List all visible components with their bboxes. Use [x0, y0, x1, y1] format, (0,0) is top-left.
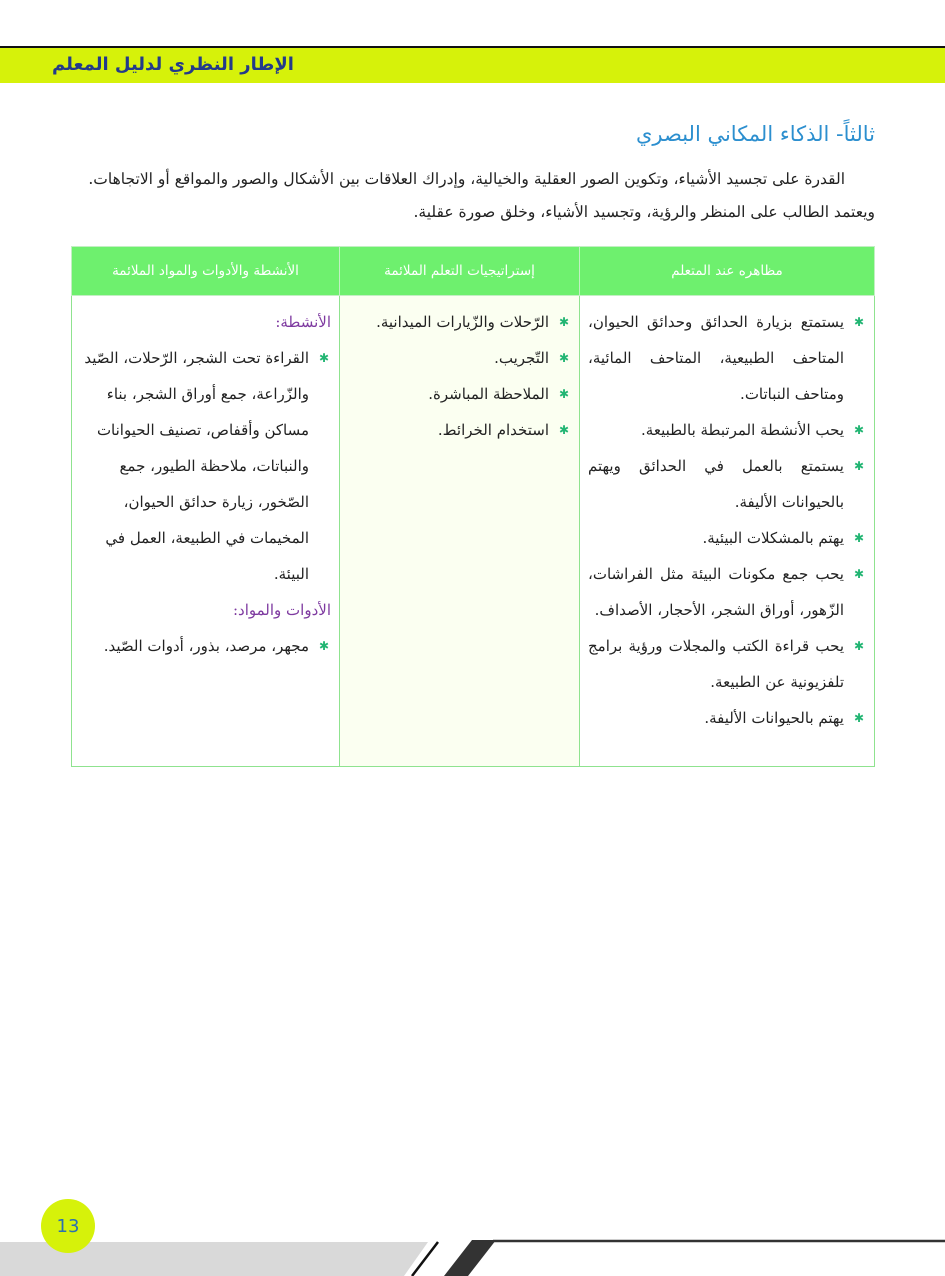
star-bullet-icon: ✱ [853, 315, 864, 329]
star-bullet-icon: ✱ [558, 315, 569, 329]
header-title: الإطار النظري لدليل المعلم [52, 54, 294, 75]
table-row [72, 296, 875, 767]
list-item: ✱ يحب الأنشطة المرتبطة بالطبيعة. [588, 412, 866, 448]
header-learner-traits: مظاهره عند المتعلم [580, 247, 875, 296]
list-item: ✱ الرّحلات والزّيارات الميدانية. [348, 304, 571, 340]
star-bullet-icon: ✱ [558, 351, 569, 365]
header-activities-tools: الأنشطة والأدوات والمواد الملائمة [72, 247, 340, 296]
list-item: ✱ استخدام الخرائط. [348, 412, 571, 448]
learner-traits-cell [580, 296, 875, 767]
star-bullet-icon: ✱ [853, 711, 864, 725]
table-header-row [72, 247, 875, 296]
activities-label: الأنشطة: [275, 313, 331, 331]
star-bullet-icon: ✱ [318, 639, 329, 653]
learner-traits-list [588, 304, 866, 736]
header-bar [0, 48, 945, 83]
page-number: 13 [41, 1199, 95, 1253]
list-item: ✱ يهتم بالمشكلات البيئية. [588, 520, 866, 556]
star-bullet-icon: ✱ [853, 459, 864, 473]
intelligence-table [71, 246, 875, 767]
list-item: ✱ القراءة تحت الشجر، الرّحلات، الصّيد والزّراعة، جمع أوراق الشجر، بناء مساكن وأقفاص، تصنيف الحيوانات والنباتات، ملاحظة الطيور، جمع الصّخور، زيارة حدائق الحيوان، المخيمات في الطبيعة، العمل في البيئة. [80, 340, 331, 592]
strategies-cell [340, 296, 580, 767]
activities-cell [72, 296, 340, 767]
activities-list [80, 340, 331, 592]
strategies-list [348, 304, 571, 448]
list-item: ✱ يستمتع بالعمل في الحدائق ويهتم بالحيوانات الأليفة. [588, 448, 866, 520]
star-bullet-icon: ✱ [318, 351, 329, 365]
tools-label: الأدوات والمواد: [232, 601, 331, 619]
list-item: ✱ يحب جمع مكونات البيئة مثل الفراشات، الزّهور، أوراق الشجر، الأحجار، الأصداف. [588, 556, 866, 628]
footer-slash [412, 1242, 438, 1276]
section-title: ثالثاً- الذكاء المكاني البصري [635, 122, 875, 146]
intro-paragraph-1: القدرة على تجسيد الأشياء، وتكوين الصور العقلية والخيالية، وإدراك العلاقات بين الأشكال والصور والمواقع أو الاتجاهات. [88, 170, 845, 188]
star-bullet-icon: ✱ [853, 531, 864, 545]
list-item: ✱ التّجريب. [348, 340, 571, 376]
intro-text [70, 163, 875, 229]
header-strategies: إستراتيجيات التعلم الملائمة [340, 247, 580, 296]
star-bullet-icon: ✱ [853, 423, 864, 437]
star-bullet-icon: ✱ [558, 387, 569, 401]
list-item: ✱ يستمتع بزيارة الحدائق وحدائق الحيوان، المتاحف الطبيعية، المتاحف المائية، ومتاحف النباتات. [588, 304, 866, 412]
list-item: ✱ مجهر، مرصد، بذور، أدوات الصّيد. [80, 628, 331, 664]
star-bullet-icon: ✱ [853, 567, 864, 581]
list-item: ✱ يهتم بالحيوانات الأليفة. [588, 700, 866, 736]
list-item: ✱ الملاحظة المباشرة. [348, 376, 571, 412]
list-item: ✱ يحب قراءة الكتب والمجلات ورؤية برامج تلفزيونية عن الطبيعة. [588, 628, 866, 700]
footer-dark-stripe [444, 1240, 496, 1276]
intro-paragraph-2: ويعتمد الطالب على المنظر والرؤية، وتجسيد الأشياء، وخلق صورة عقلية. [413, 203, 875, 221]
tools-list [80, 628, 331, 664]
star-bullet-icon: ✱ [853, 639, 864, 653]
star-bullet-icon: ✱ [558, 423, 569, 437]
